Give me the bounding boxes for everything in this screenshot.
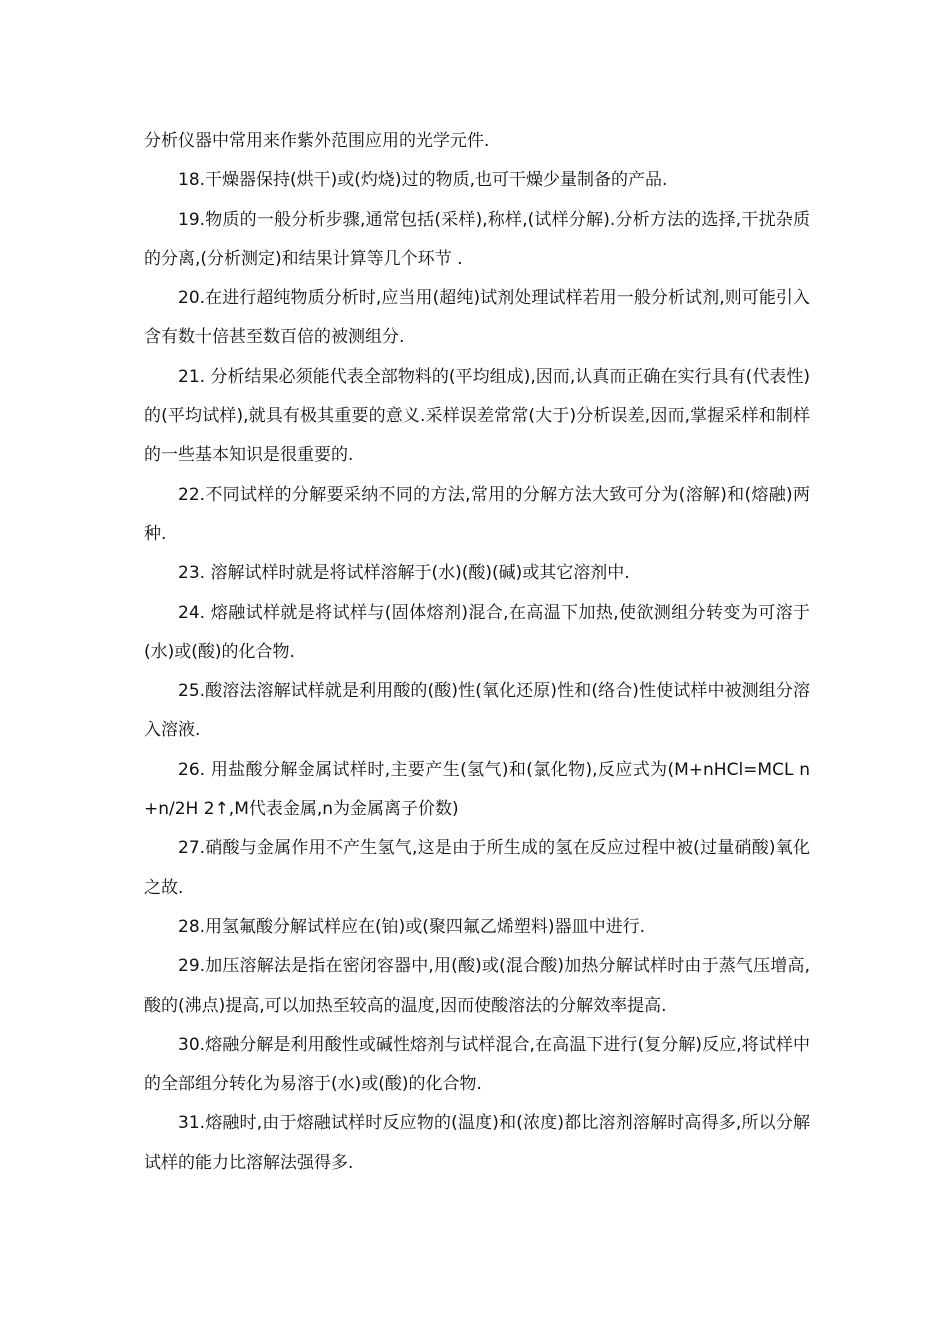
- paragraph-item-27: 27.硝酸与金属作用不产生氢气,这是由于所生成的氢在反应过程中被(过量硝酸)氧化之故.: [144, 838, 810, 898]
- paragraph-item-19: 19.物质的一般分析步骤,通常包括(采样),称样,(试样分解).分析方法的选择,干扰杂质的分离,(分析测定)和结果计算等几个环节 .: [144, 209, 810, 269]
- paragraph-item-22: 22.不同试样的分解要采纳不同的方法,常用的分解方法大致可分为(溶解)和(熔融)两种.: [144, 484, 810, 544]
- paragraph-item-30: 30.熔融分解是利用酸性或碱性熔剂与试样混合,在高温下进行(复分解)反应,将试样中的全部组分转化为易溶于(水)或(酸)的化合物.: [144, 1034, 810, 1095]
- paragraph-item-18: 18.干燥器保持(烘干)或(灼烧)过的物质,也可干燥少量制备的产品.: [178, 170, 668, 191]
- paragraph-continuation: 分析仪器中常用来作紫外范围应用的光学元件.: [144, 131, 490, 151]
- paragraph-item-25: 25.酸溶法溶解试样就是利用酸的(酸)性(氧化还原)性和(络合)性使试样中被测组分溶入溶液.: [144, 681, 810, 741]
- paragraph-item-23: 23. 溶解试样时就是将试样溶解于(水)(酸)(碱)或其它溶剂中.: [178, 563, 630, 584]
- paragraph-item-21: 21. 分析结果必须能代表全部物料的(平均组成),因而,认真而正确在实行具有(代表性) 的(平均试样),就具有极其重要的意义.采样误差常常(大于)分析误差,因而,掌握采样和制样的一些基本知识是很重要的.: [144, 366, 810, 466]
- paragraph-item-20: 20.在进行超纯物质分析时,应当用(超纯)试剂处理试样若用一般分析试剂,则可能引入含有数十倍甚至数百倍的被测组分.: [144, 288, 810, 348]
- paragraph-item-29: 29.加压溶解法是指在密闭容器中,用(酸)或(混合酸)加热分解试样时由于蒸气压增高,酸的(沸点)提高,可以加热至较高的温度,因而使酸溶法的分解效率提高.: [144, 956, 810, 1016]
- paragraph-item-26: 26. 用盐酸分解金属试样时,主要产生(氢气)和(氯化物),反应式为(M+nHCl=MCL n +n/2H 2↑,M代表金属,n为金属离子价数): [144, 759, 810, 820]
- paragraph-item-28: 28.用氢氟酸分解试样应在(铂)或(聚四氟乙烯塑料)器皿中进行.: [178, 916, 645, 937]
- document-body: [144, 122, 810, 1183]
- paragraph-item-24: 24. 熔融试样就是将试样与(固体熔剂)混合,在高温下加热,使欲测组分转变为可溶于(水)或(酸)的化合物.: [144, 602, 810, 662]
- paragraph-item-31: 31.熔融时,由于熔融试样时反应物的(温度)和(浓度)都比溶剂溶解时高得多,所以分解试样的能力比溶解法强得多.: [144, 1113, 810, 1173]
